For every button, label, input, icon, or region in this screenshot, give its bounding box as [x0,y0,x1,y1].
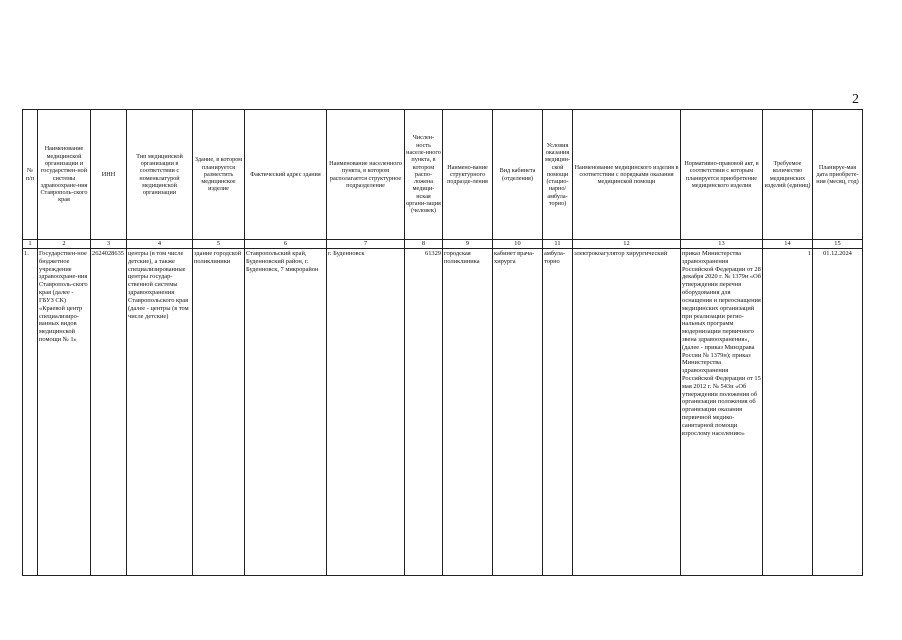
row-locality: г. Буденновск [327,249,405,576]
column-number: 6 [245,240,327,249]
header-cell-num: № п/п [23,110,38,240]
page-number: 2 [852,92,859,107]
header-cell-quantity: Требуемое количество медицинских изделий (единиц) [763,110,813,240]
row-address: Ставропольский край, Буденновский район, г. Буденновск, 7 микрорайон [245,249,327,576]
equipment-table [22,109,863,576]
header-cell-type: Тип медицинской организации в соответствии с номенклатурой медицинской организации [127,110,193,240]
column-number: 1 [23,240,38,249]
header-cell-inn: ИНН [91,110,127,240]
header-cell-device: Наименование медицинского изделия в соответствии с порядками оказания медицинской помощи [573,110,681,240]
table-row [23,249,863,576]
header-cell-date: Планируе-мая дата приобрете-ния (месяц, год) [813,110,863,240]
row-conditions: амбула-торно [543,249,573,576]
column-number: 2 [38,240,91,249]
row-org: Государствен-ное бюджетное учреждение здравоохране-ния Ставрополь-ского края (далее - ГБУЗ СК) «Краевой центр специализиро-ванных видов медицинской помощи № 1» [38,249,91,576]
row-quantity: 1 [763,249,813,576]
column-number: 7 [327,240,405,249]
row-act: приказ Министерства здравоохранения Российской Федерации от 28 декабря 2020 г. № 1379н «Об утверждении перечня оборудования для оснащения и переоснащения медицинских организаций при реализации регио-нальных программ модернизации первичного звена здравоохранения», (далее - приказ Минздрава России № 1379н); приказ Министерства здравоохранения Российской Федерации от 15 мая 2012 г. № 543н «Об утверждении положения об организации положения об организации оказания первичной медико-санитарной помощи взрослому населению» [681,249,763,576]
header-cell-population: Числен-ность населе-нного пункта, в котором распо-ложена медици-нская органи-зация (человек) [405,110,443,240]
column-number: 10 [493,240,543,249]
row-cabinet: кабинет врача-хирурга [493,249,543,576]
column-number: 15 [813,240,863,249]
header-cell-act: Нормативно-правовой акт, в соответствии с которым планируется приобретение медицинского изделия [681,110,763,240]
column-number: 9 [443,240,493,249]
column-number: 8 [405,240,443,249]
column-number: 13 [681,240,763,249]
header-cell-conditions: Условия оказания медицин-ской помощи (стацио-нарно/ амбула-торно) [543,110,573,240]
header-cell-building: Здание, в котором планируется разместить медицинское изделие [193,110,245,240]
column-number: 3 [91,240,127,249]
header-cell-locality: Наименование населенного пункта, в котором располагается структурное подразделение [327,110,405,240]
column-number: 14 [763,240,813,249]
header-cell-address: Фактический адрес здания [245,110,327,240]
row-num: 1. [23,249,38,576]
row-inn: 2624028635 [91,249,127,576]
row-population: 61329 [405,249,443,576]
header-cell-unit: Наимено-вание структурного подразде-ления [443,110,493,240]
column-number: 4 [127,240,193,249]
column-number: 12 [573,240,681,249]
header-cell-cabinet: Вид кабинета (отделения) [493,110,543,240]
row-unit: городская поликлиника [443,249,493,576]
row-device: электрокоагулятор хирургический [573,249,681,576]
row-building: здание городской поликлиники [193,249,245,576]
header-row [23,110,863,240]
row-date: 01.12.2024 [813,249,863,576]
column-number: 11 [543,240,573,249]
header-cell-org: Наименование медицинской организации и государствен-ной системы здравоохране-ния Ставрополь-ского края [38,110,91,240]
column-number-row [23,240,863,249]
column-number: 5 [193,240,245,249]
row-type: центры (в том числе детские), а также специализированные центры государ-ственной системы здравоохранения Ставропольского края (далее - центры (в том числе детские) [127,249,193,576]
